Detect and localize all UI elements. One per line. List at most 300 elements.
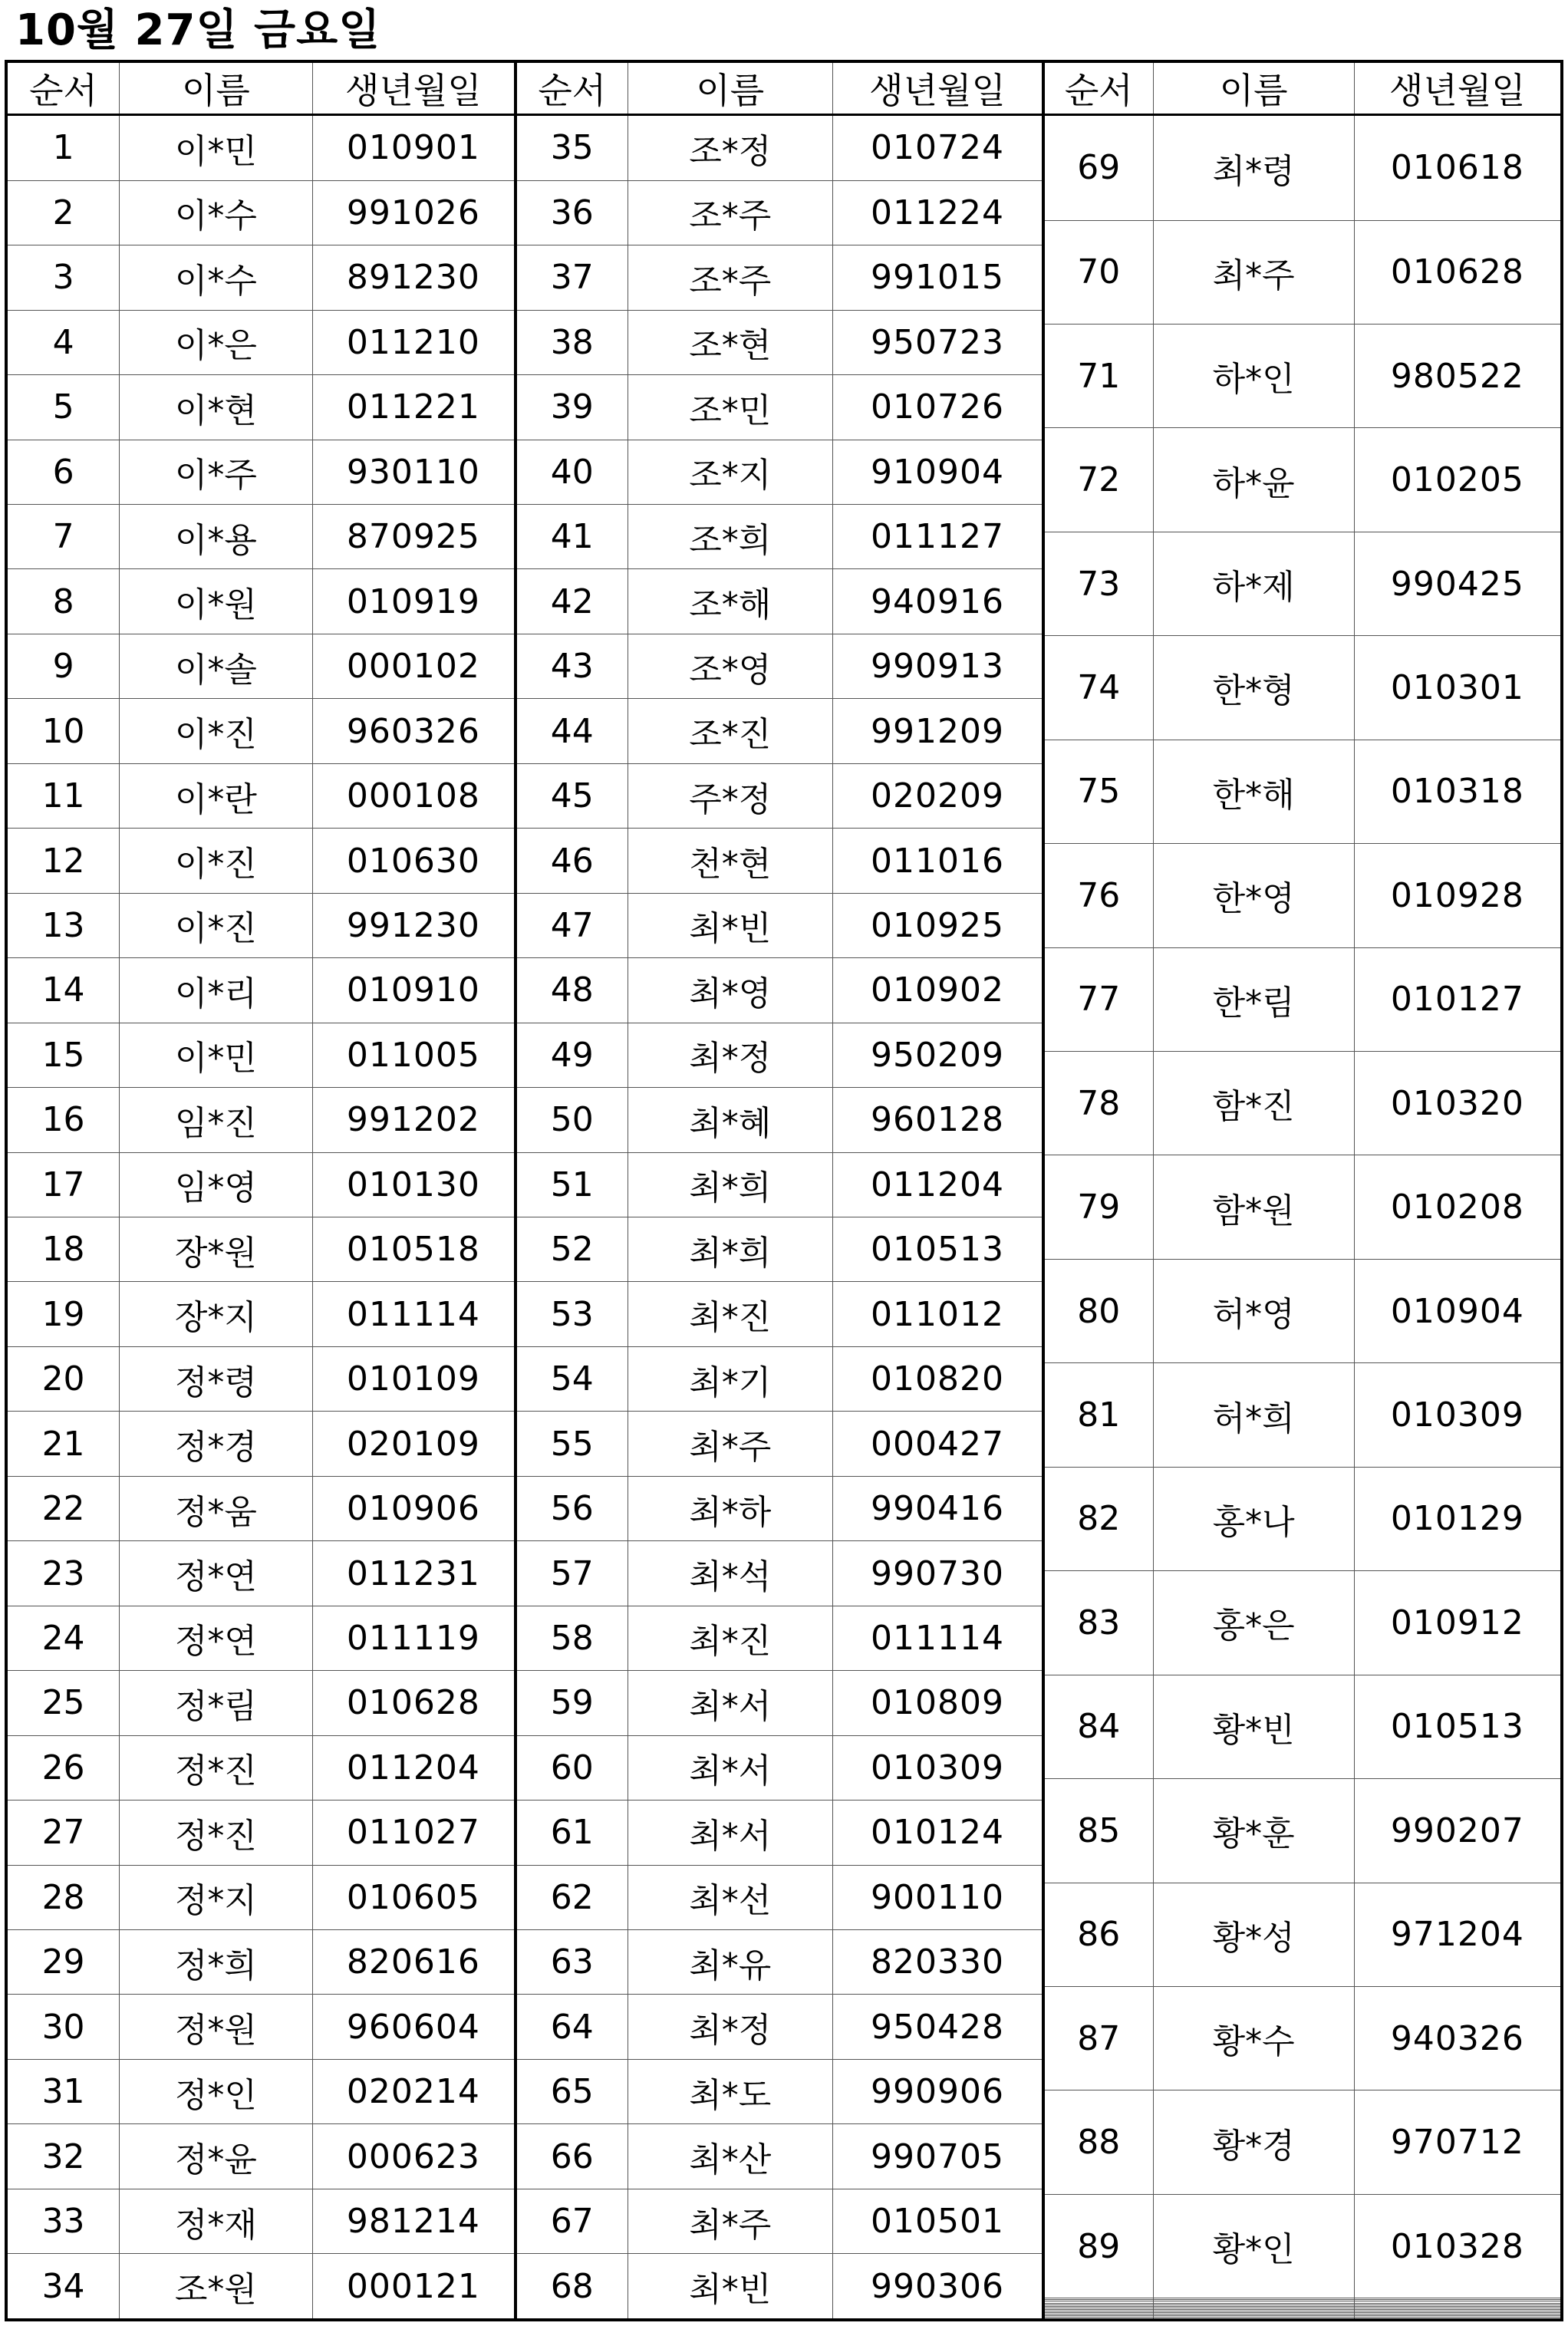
seq-cell: 76	[1045, 844, 1153, 947]
name-cell: 조*희	[628, 505, 833, 569]
name-cell: 한*형	[1153, 636, 1354, 740]
table-row	[8, 1088, 516, 1152]
table-row	[8, 1801, 516, 1865]
seq-cell: 3	[8, 245, 120, 310]
birthdate-cell: 010906	[312, 1476, 516, 1540]
birthdate-cell: 010726	[833, 375, 1043, 440]
name-cell: 조*주	[628, 180, 833, 245]
table-row	[517, 1606, 1043, 1670]
name-cell: 최*산	[628, 2124, 833, 2189]
header-birthdate: 생년월일	[312, 63, 516, 115]
roster-table-block-3	[1045, 63, 1560, 2318]
seq-cell: 46	[517, 829, 628, 893]
table-row	[1045, 2090, 1560, 2194]
name-cell: 조*해	[628, 569, 833, 634]
birthdate-cell: 011231	[312, 1541, 516, 1606]
name-cell: 최*석	[628, 1541, 833, 1606]
table-row	[517, 1541, 1043, 1606]
birthdate-cell: 820330	[833, 1930, 1043, 1995]
table-row	[8, 1476, 516, 1540]
table-row	[1045, 1571, 1560, 1675]
birthdate-cell: 960128	[833, 1088, 1043, 1152]
name-cell: 허*영	[1153, 1259, 1354, 1362]
table-row	[8, 2189, 516, 2253]
seq-cell: 11	[8, 763, 120, 828]
name-cell: 천*현	[628, 829, 833, 893]
name-cell: 최*혜	[628, 1088, 833, 1152]
table-row	[517, 375, 1043, 440]
seq-cell: 83	[1045, 1571, 1153, 1675]
table-row	[517, 2059, 1043, 2123]
seq-cell: 51	[517, 1152, 628, 1217]
table-row	[517, 1346, 1043, 1411]
seq-cell: 6	[8, 440, 120, 504]
seq-cell: 1	[8, 115, 120, 181]
name-cell: 정*진	[120, 1735, 313, 1800]
name-cell: 최*영	[628, 958, 833, 1023]
name-cell: 최*령	[1153, 115, 1354, 221]
seq-cell: 85	[1045, 1779, 1153, 1883]
birthdate-cell: 000623	[312, 2124, 516, 2189]
header-birthdate: 생년월일	[833, 63, 1043, 115]
birthdate-cell: 010618	[1354, 115, 1560, 221]
birthdate-cell: 010309	[833, 1735, 1043, 1800]
name-cell: 최*정	[628, 1995, 833, 2059]
seq-cell: 57	[517, 1541, 628, 1606]
name-cell: 황*수	[1153, 1986, 1354, 2090]
birthdate-cell: 010309	[1354, 1363, 1560, 1467]
header-row	[1045, 63, 1560, 115]
seq-cell: 15	[8, 1023, 120, 1087]
table-row	[1045, 428, 1560, 532]
seq-cell: 69	[1045, 115, 1153, 221]
name-cell: 최*주	[1153, 220, 1354, 324]
birthdate-cell: 010904	[1354, 1259, 1560, 1362]
name-cell: 이*수	[120, 245, 313, 310]
table-row	[517, 1735, 1043, 1800]
table-row	[517, 310, 1043, 374]
table-row	[517, 1671, 1043, 1735]
header-row	[517, 63, 1043, 115]
birthdate-cell: 990913	[833, 634, 1043, 698]
table-row	[1045, 1779, 1560, 1883]
name-cell: 이*현	[120, 375, 313, 440]
birthdate-cell: 991015	[833, 245, 1043, 310]
table-row	[8, 310, 516, 374]
birthdate-cell: 010129	[1354, 1467, 1560, 1570]
table-row	[1045, 636, 1560, 740]
birthdate-cell: 011119	[312, 1606, 516, 1670]
table-row	[517, 1412, 1043, 1476]
birthdate-cell: 011012	[833, 1282, 1043, 1346]
seq-cell: 64	[517, 1995, 628, 2059]
table-row	[1045, 844, 1560, 947]
name-cell: 이*솔	[120, 634, 313, 698]
table-row	[8, 2059, 516, 2123]
seq-cell: 43	[517, 634, 628, 698]
birthdate-cell: 010513	[1354, 1675, 1560, 1778]
seq-cell: 80	[1045, 1259, 1153, 1362]
birthdate-cell: 981214	[312, 2189, 516, 2253]
table-row	[8, 569, 516, 634]
name-cell: 함*진	[1153, 1052, 1354, 1155]
name-cell: 황*빈	[1153, 1675, 1354, 1778]
birthdate-cell: 990207	[1354, 1779, 1560, 1883]
table-row	[8, 505, 516, 569]
seq-cell: 50	[517, 1088, 628, 1152]
name-cell: 정*희	[120, 1930, 313, 1995]
seq-cell: 32	[8, 2124, 120, 2189]
birthdate-cell: 011005	[312, 1023, 516, 1087]
header-name: 이름	[628, 63, 833, 115]
birthdate-cell: 990906	[833, 2059, 1043, 2123]
birthdate-cell: 990705	[833, 2124, 1043, 2189]
birthdate-cell: 970712	[1354, 2090, 1560, 2194]
header-row	[8, 63, 516, 115]
name-cell: 최*유	[628, 1930, 833, 1995]
birthdate-cell: 971204	[1354, 1883, 1560, 1986]
name-cell: 한*림	[1153, 947, 1354, 1051]
table-row	[517, 115, 1043, 181]
name-cell: 최*빈	[628, 893, 833, 957]
header-name: 이름	[1153, 63, 1354, 115]
table-row	[517, 634, 1043, 698]
name-cell: 이*란	[120, 763, 313, 828]
table-row	[8, 1541, 516, 1606]
birthdate-cell: 010820	[833, 1346, 1043, 1411]
name-cell: 황*성	[1153, 1883, 1354, 1986]
name-cell: 최*선	[628, 1865, 833, 1929]
seq-cell: 29	[8, 1930, 120, 1995]
birthdate-cell: 910904	[833, 440, 1043, 504]
seq-cell: 68	[517, 2254, 628, 2318]
seq-cell: 38	[517, 310, 628, 374]
seq-cell: 82	[1045, 1467, 1153, 1570]
table-row	[8, 2254, 516, 2318]
seq-cell: 33	[8, 2189, 120, 2253]
birthdate-cell: 011027	[312, 1801, 516, 1865]
table-row	[517, 1282, 1043, 1346]
birthdate-cell: 900110	[833, 1865, 1043, 1929]
table-row	[8, 180, 516, 245]
table-row	[517, 1801, 1043, 1865]
table-row	[517, 1217, 1043, 1282]
seq-cell: 4	[8, 310, 120, 374]
table-row	[8, 1930, 516, 1995]
seq-cell: 81	[1045, 1363, 1153, 1467]
name-cell: 정*연	[120, 1606, 313, 1670]
name-cell: 이*민	[120, 115, 313, 181]
seq-cell: 47	[517, 893, 628, 957]
birthdate-cell: 010501	[833, 2189, 1043, 2253]
name-cell: 최*서	[628, 1735, 833, 1800]
name-cell: 정*령	[120, 1346, 313, 1411]
table-row	[1045, 2194, 1560, 2298]
name-cell: 정*진	[120, 1801, 313, 1865]
table-row	[1045, 1986, 1560, 2090]
table-row	[517, 569, 1043, 634]
birthdate-cell: 010513	[833, 1217, 1043, 1282]
birthdate-cell: 010109	[312, 1346, 516, 1411]
table-row	[517, 505, 1043, 569]
table-row	[8, 1282, 516, 1346]
name-cell: 이*리	[120, 958, 313, 1023]
table-row	[517, 699, 1043, 763]
table-row	[8, 829, 516, 893]
name-cell: 조*영	[628, 634, 833, 698]
seq-cell: 40	[517, 440, 628, 504]
birthdate-cell: 990425	[1354, 532, 1560, 635]
name-cell: 조*민	[628, 375, 833, 440]
seq-cell: 23	[8, 1541, 120, 1606]
name-cell: 임*영	[120, 1152, 313, 1217]
seq-cell: 21	[8, 1412, 120, 1476]
name-cell: 조*정	[628, 115, 833, 181]
seq-cell: 36	[517, 180, 628, 245]
table-row	[1045, 947, 1560, 1051]
birthdate-cell: 891230	[312, 245, 516, 310]
name-cell: 임*진	[120, 1088, 313, 1152]
seq-cell: 86	[1045, 1883, 1153, 1986]
table-row	[8, 634, 516, 698]
birthdate-cell: 960604	[312, 1995, 516, 2059]
birthdate-cell: 000121	[346, 2266, 480, 2306]
birthdate-cell: 950723	[833, 310, 1043, 374]
seq-cell: 52	[517, 1217, 628, 1282]
page-title: 10월 27일 금요일	[15, 5, 381, 55]
seq-cell: 67	[517, 2189, 628, 2253]
roster-table-block-1	[8, 63, 517, 2318]
table-row	[517, 440, 1043, 504]
seq-cell: 13	[8, 893, 120, 957]
table-row	[8, 1606, 516, 1670]
roster-sheet	[5, 60, 1563, 2321]
birthdate-cell: 020214	[312, 2059, 516, 2123]
seq-cell: 37	[517, 245, 628, 310]
birthdate-cell: 010208	[1354, 1155, 1560, 1259]
table-row	[517, 2189, 1043, 2253]
seq-cell: 44	[517, 699, 628, 763]
seq-cell: 59	[517, 1671, 628, 1735]
seq-cell: 28	[8, 1865, 120, 1929]
birthdate-cell: 010328	[1354, 2194, 1560, 2298]
name-cell: 장*지	[120, 1282, 313, 1346]
table-row	[1045, 740, 1560, 843]
birthdate-cell: 820616	[312, 1930, 516, 1995]
name-cell: 함*원	[1153, 1155, 1354, 1259]
table-row	[517, 829, 1043, 893]
birthdate-cell: 011221	[312, 375, 516, 440]
seq-cell: 79	[1045, 1155, 1153, 1259]
seq-cell: 34	[8, 2254, 120, 2318]
birthdate-cell: 011114	[833, 1606, 1043, 1670]
name-cell: 이*민	[120, 1023, 313, 1087]
seq-cell: 70	[1045, 220, 1153, 324]
name-cell: 이*수	[120, 180, 313, 245]
seq-cell: 49	[517, 1023, 628, 1087]
birthdate-cell: 010518	[312, 1217, 516, 1282]
name-cell: 이*진	[120, 829, 313, 893]
name-cell: 정*인	[120, 2059, 313, 2123]
birthdate-cell: 010605	[312, 1865, 516, 1929]
birthdate-cell: 011016	[833, 829, 1043, 893]
birthdate-cell: 010928	[1354, 844, 1560, 947]
name-cell: 한*해	[1153, 740, 1354, 843]
table-row	[8, 1023, 516, 1087]
table-row	[1045, 1883, 1560, 1986]
seq-cell: 75	[1045, 740, 1153, 843]
table-row	[8, 115, 516, 181]
seq-cell: 87	[1045, 1986, 1153, 2090]
name-cell: 정*재	[120, 2189, 313, 2253]
name-cell: 황*훈	[1153, 1779, 1354, 1883]
birthdate-cell: 000427	[833, 1412, 1043, 1476]
birthdate-cell: 990306	[871, 2266, 1005, 2306]
birthdate-cell: 940326	[1354, 1986, 1560, 2090]
table-row	[517, 2254, 1043, 2318]
seq-cell: 5	[8, 375, 120, 440]
table-row	[8, 2124, 516, 2189]
seq-cell: 19	[8, 1282, 120, 1346]
birthdate-cell: 011204	[833, 1152, 1043, 1217]
table-row	[8, 1412, 516, 1476]
seq-cell: 25	[8, 1671, 120, 1735]
birthdate-cell: 950428	[833, 1995, 1043, 2059]
name-cell: 하*인	[1153, 324, 1354, 427]
birthdate-cell: 990416	[833, 1476, 1043, 1540]
birthdate-cell: 010205	[1354, 428, 1560, 532]
name-cell: 정*지	[120, 1865, 313, 1929]
name-cell: 정*윤	[120, 2124, 313, 2189]
name-cell: 최*주	[628, 1412, 833, 1476]
seq-cell: 58	[517, 1606, 628, 1670]
seq-cell: 27	[8, 1801, 120, 1865]
table-row	[1045, 1363, 1560, 1467]
seq-cell: 63	[517, 1930, 628, 1995]
birthdate-cell: 020109	[312, 1412, 516, 1476]
seq-cell: 41	[517, 505, 628, 569]
name-cell: 최*기	[628, 1346, 833, 1411]
birthdate-cell: 010902	[833, 958, 1043, 1023]
table-row	[1045, 1675, 1560, 1778]
name-cell: 주*정	[628, 763, 833, 828]
seq-cell: 62	[517, 1865, 628, 1929]
birthdate-cell: 010628	[1354, 220, 1560, 324]
table-row	[1045, 1155, 1560, 1259]
birthdate-cell: 010919	[312, 569, 516, 634]
name-cell: 최*정	[628, 1023, 833, 1087]
birthdate-cell: 940916	[833, 569, 1043, 634]
header-seq: 순서	[1045, 63, 1153, 115]
birthdate-cell: 010910	[312, 958, 516, 1023]
birthdate-cell: 011127	[833, 505, 1043, 569]
table-row	[1045, 1259, 1560, 1362]
seq-cell: 8	[8, 569, 120, 634]
name-cell: 정*연	[120, 1541, 313, 1606]
seq-cell: 48	[517, 958, 628, 1023]
table-row	[8, 375, 516, 440]
birthdate-cell: 960326	[312, 699, 516, 763]
birthdate-cell: 010724	[833, 115, 1043, 181]
birthdate-cell: 991209	[833, 699, 1043, 763]
birthdate-cell: 991202	[312, 1088, 516, 1152]
seq-cell: 73	[1045, 532, 1153, 635]
name-cell: 이*진	[120, 699, 313, 763]
birthdate-cell: 000102	[312, 634, 516, 698]
birthdate-cell: 991230	[312, 893, 516, 957]
seq-cell: 45	[517, 763, 628, 828]
table-row	[517, 1023, 1043, 1087]
seq-cell: 74	[1045, 636, 1153, 740]
seq-cell: 78	[1045, 1052, 1153, 1155]
seq-cell: 2	[8, 180, 120, 245]
table-row	[517, 2124, 1043, 2189]
birthdate-cell: 010809	[833, 1671, 1043, 1735]
seq-cell: 26	[8, 1735, 120, 1800]
table-row	[517, 1995, 1043, 2059]
header-birthdate: 생년월일	[1354, 63, 1560, 115]
birthdate-cell: 010127	[1354, 947, 1560, 1051]
seq-cell: 7	[8, 505, 120, 569]
table-row	[517, 180, 1043, 245]
birthdate-cell: 980522	[1354, 324, 1560, 427]
seq-cell: 61	[517, 1801, 628, 1865]
seq-cell: 18	[8, 1217, 120, 1282]
seq-cell: 30	[8, 1995, 120, 2059]
name-cell: 이*주	[120, 440, 313, 504]
table-row	[517, 1865, 1043, 1929]
name-cell: 이*원	[120, 569, 313, 634]
seq-cell: 39	[517, 375, 628, 440]
table-row	[517, 958, 1043, 1023]
header-seq: 순서	[8, 63, 120, 115]
name-cell: 정*림	[120, 1671, 313, 1735]
header-name: 이름	[120, 63, 313, 115]
seq-cell: 53	[517, 1282, 628, 1346]
birthdate-cell: 010318	[1354, 740, 1560, 843]
table-row	[8, 440, 516, 504]
table-row	[517, 1152, 1043, 1217]
table-row	[1045, 532, 1560, 635]
table-row	[517, 1088, 1043, 1152]
name-cell: 조*지	[628, 440, 833, 504]
name-cell: 하*윤	[1153, 428, 1354, 532]
table-row	[1045, 1467, 1560, 1570]
seq-cell: 16	[8, 1088, 120, 1152]
header-seq: 순서	[517, 63, 628, 115]
seq-cell: 54	[517, 1346, 628, 1411]
name-cell: 황*경	[1153, 2090, 1354, 2194]
name-cell: 조*주	[628, 245, 833, 310]
birthdate-cell: 010912	[1354, 1571, 1560, 1675]
birthdate-cell: 010925	[833, 893, 1043, 957]
name-cell: 정*움	[120, 1476, 313, 1540]
birthdate-cell: 990730	[833, 1541, 1043, 1606]
birthdate-cell: 010301	[1354, 636, 1560, 740]
table-row	[8, 958, 516, 1023]
name-cell: 홍*나	[1153, 1467, 1354, 1570]
name-cell: 허*희	[1153, 1363, 1354, 1467]
table-row	[1045, 220, 1560, 324]
name-cell: 최*하	[628, 1476, 833, 1540]
seq-cell: 60	[517, 1735, 628, 1800]
table-row	[1045, 1052, 1560, 1155]
birthdate-cell: 010124	[833, 1801, 1043, 1865]
seq-cell: 35	[517, 115, 628, 181]
name-cell: 최*진	[628, 1282, 833, 1346]
name-cell: 최*서	[628, 1671, 833, 1735]
seq-cell: 84	[1045, 1675, 1153, 1778]
